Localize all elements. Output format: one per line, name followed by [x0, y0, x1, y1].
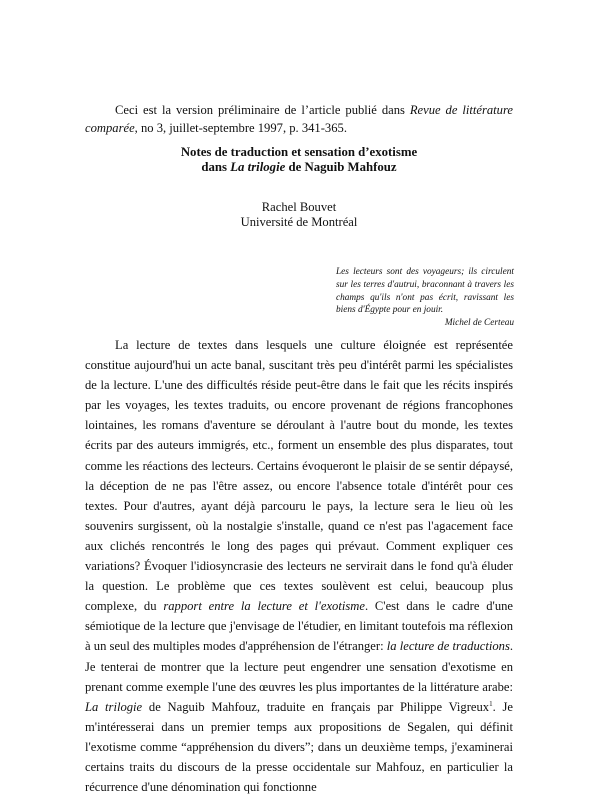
body-segment-5: . Je m'intéresserai dans un premier temps aux propositions de Segalen, qui définit l'exotisme comme “appréhension du divers”; dans un deuxième temps, j'examinerai certains traits du discours de la presse occidentale sur Mahfouz, en particulier la récurrence d'une dénomination qui fonctionne: [85, 699, 513, 795]
title-line-2-suffix: de Naguib Mahfouz: [285, 160, 397, 174]
body-text: [85, 335, 513, 797]
footnote-reference[interactable]: 1: [489, 699, 493, 708]
body-segment-3: . Je tenterai de montrer que la lecture peut engendrer une sensation d'exotisme en prenant comme exemple l'une des œuvres les plus importantes de la littérature arabe:: [85, 639, 513, 694]
book-title: La trilogie: [230, 160, 286, 174]
epigraph-quote: Les lecteurs sont des voyageurs; ils circulent sur les terres d'autrui, braconnant à travers les champs qu'ils n'ont pas écrit, ravissant les biens d'Égypte pour en jouir.: [336, 267, 514, 316]
title-line-1: Notes de traduction et sensation d’exotisme: [180, 145, 418, 159]
author-name: Rachel Bouvet: [261, 200, 337, 214]
body-emphasis-1: rapport entre la lecture et l'exotisme: [163, 599, 365, 614]
article-title: [85, 145, 513, 175]
title-line-2: [85, 160, 513, 175]
body-emphasis-3: La trilogie: [85, 699, 143, 714]
epigraph: [336, 266, 514, 330]
body-segment-2: . C'est dans le cadre d'une sémiotique de la lecture que j'envisage de l'étudier, en limitant toutefois ma réflexion à un seul des multiples modes d'appréhension de l'étranger:: [85, 599, 513, 654]
author-block: [85, 200, 513, 230]
author-affiliation: Université de Montréal: [240, 215, 358, 229]
body-paragraph: [85, 335, 513, 797]
title-line-2-prefix: dans: [201, 160, 231, 174]
note-text-before: Ceci est la version préliminaire de l’article publié dans: [115, 102, 410, 117]
epigraph-attribution: Michel de Certeau: [444, 318, 514, 329]
journal-title: Revue de littérature comparée: [85, 102, 513, 135]
body-segment-1: La lecture de textes dans lesquels une culture éloignée est représentée constitue aujourd'hui un acte banal, suscitant très peu d'intérêt parmi les spécialistes de la lecture. L'une des difficultés réside peut-être dans le fait que les récits inspirés par les voyages, les textes traduits, ou encore provenant de régions francophones lointaines, les romans d'aventure se déroulant à l'autre bout du monde, les textes écrits par des auteurs immigrés, etc., forment un ensemble des plus disparates, tout comme les réactions des lecteurs. Certains évoqueront le plaisir de se sentir dépaysé, la déception de ne pas l'être assez, ou encore l'absence totale d'intérêt pour ces textes. Pour d'autres, ayant déjà parcouru le pays, la lecture sera le lieu où les souvenirs surgissent, où la nostalgie s'installe, quand ce n'est pas l'agacement face aux clichés rencontrés le long des pages qui prévaut. Comment expliquer ces variations? Évoquer l'idiosyncrasie des lecteurs ne servirait dans le fond qu'à éluder la question. Le problème que ces textes soulèvent est celui, beaucoup plus complexe, du: [85, 338, 513, 614]
body-emphasis-2: la lecture de traductions: [386, 639, 510, 654]
note-text-after: , no 3, juillet-septembre 1997, p. 341-365.: [134, 120, 347, 135]
preliminary-version-note: [85, 101, 513, 137]
body-segment-4: de Naguib Mahfouz, traduite en français par Philippe Vigreux: [142, 699, 490, 714]
